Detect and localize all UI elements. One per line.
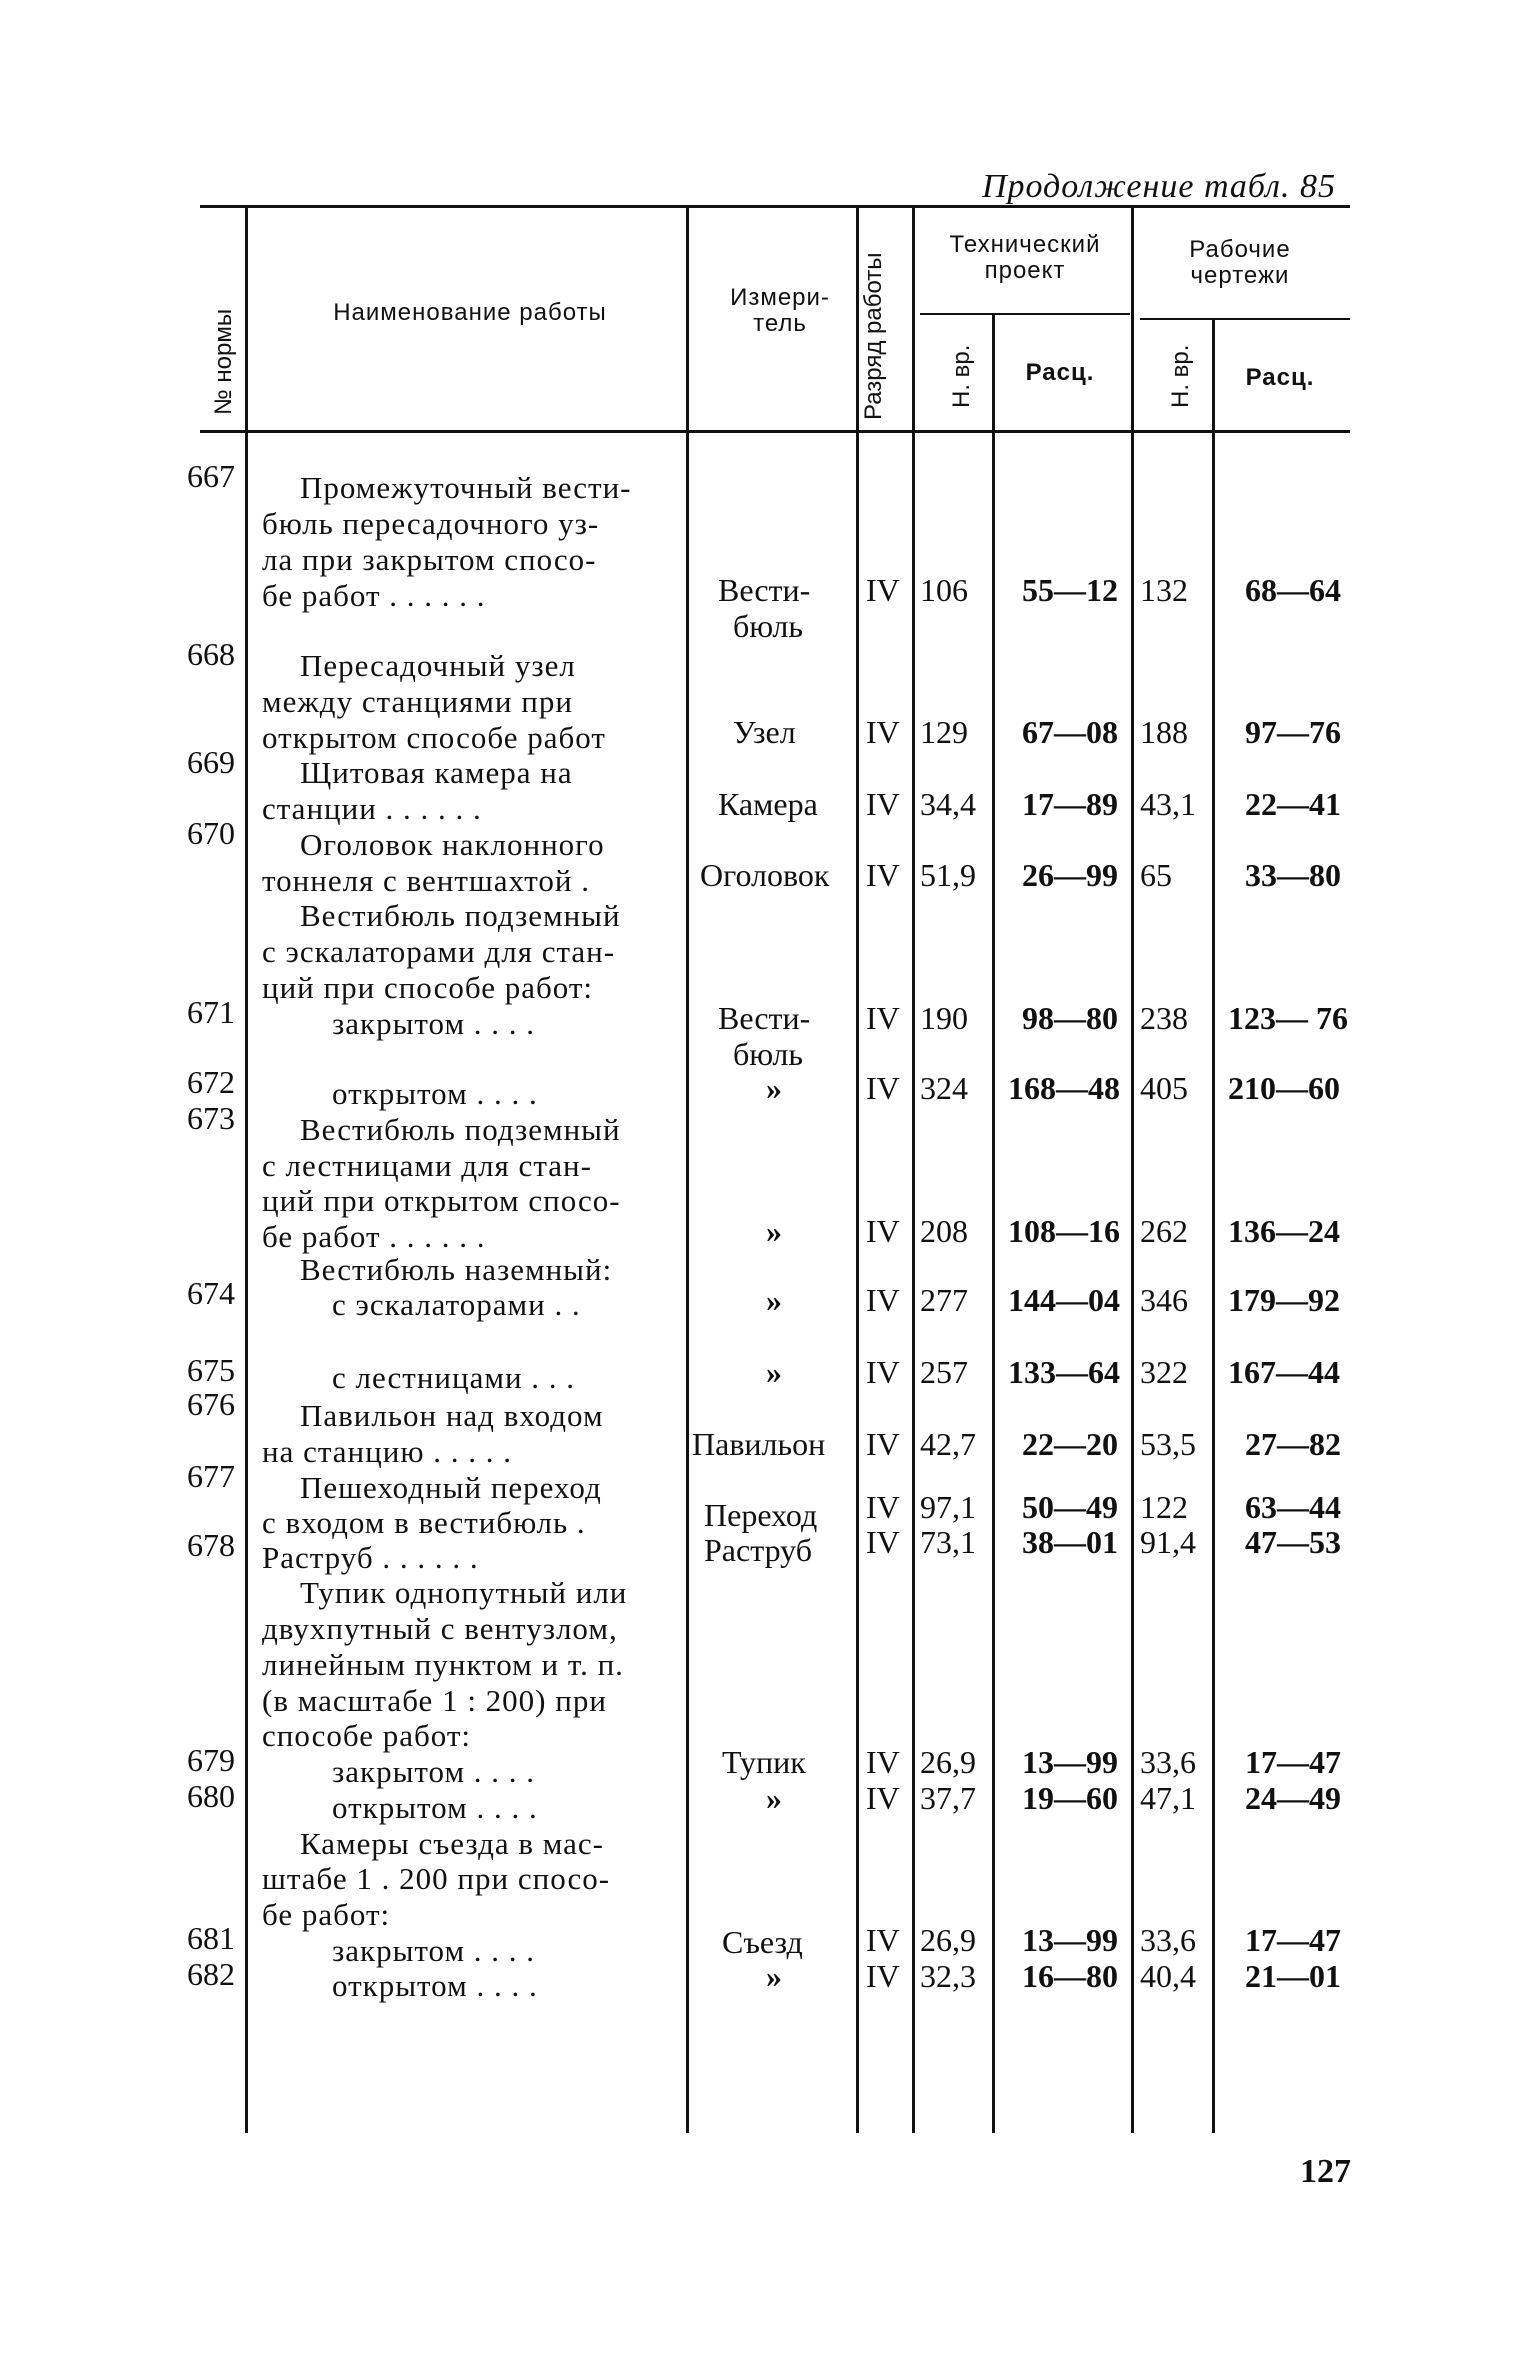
col-divider-2 bbox=[686, 208, 689, 2133]
meter-cell: Переход bbox=[704, 1497, 818, 1533]
time-norm-tech-cell: 129 bbox=[920, 714, 968, 750]
time-norm-drawings-cell: 322 bbox=[1140, 1354, 1188, 1390]
time-norm-tech-cell: 26,9 bbox=[920, 1744, 976, 1780]
rate-drawings-cell: 179—92 bbox=[1228, 1282, 1340, 1318]
rank-cell: IV bbox=[866, 1524, 900, 1560]
header-rate-2: Расц. bbox=[1245, 364, 1315, 391]
header-time-norm-2: Н. вр. bbox=[1167, 344, 1194, 408]
rank-cell: IV bbox=[866, 1070, 900, 1106]
time-norm-drawings-cell: 405 bbox=[1140, 1070, 1188, 1106]
meter-continuation: бюль bbox=[733, 1036, 803, 1072]
time-norm-drawings-cell: 33,6 bbox=[1140, 1922, 1196, 1958]
header-tech-project: Технический проект bbox=[949, 231, 1101, 284]
work-name-line: Щитовая камера на bbox=[300, 755, 573, 790]
meter-ditto-mark: » bbox=[766, 1282, 782, 1318]
rate-tech-cell: 50—49 bbox=[1022, 1489, 1118, 1525]
rate-drawings-cell: 27—82 bbox=[1245, 1426, 1341, 1462]
time-norm-tech-cell: 277 bbox=[920, 1282, 968, 1318]
work-name-line: закрытом . . . . bbox=[332, 1006, 536, 1041]
rank-cell: IV bbox=[866, 1744, 900, 1780]
norm-number: 679 bbox=[187, 1742, 235, 1778]
work-name-line: Раструб . . . . . . bbox=[262, 1540, 479, 1575]
col-divider-6 bbox=[1131, 208, 1134, 2133]
work-name-line: на станцию . . . . . bbox=[262, 1434, 512, 1469]
work-name-line: Промежуточный вести- bbox=[300, 470, 632, 505]
time-norm-drawings-cell: 91,4 bbox=[1140, 1524, 1196, 1560]
work-name-line: (в масштабе 1 : 200) при bbox=[262, 1683, 607, 1718]
work-name-line: Пешеходный переход bbox=[300, 1470, 602, 1505]
work-name-line: Вестибюль наземный: bbox=[300, 1252, 613, 1287]
work-name-line: Камеры съезда в мас- bbox=[300, 1826, 605, 1861]
norm-number: 673 bbox=[187, 1100, 235, 1136]
work-name-line: с входом в вестибюль . bbox=[262, 1505, 586, 1540]
rate-tech-cell: 38—01 bbox=[1022, 1524, 1118, 1560]
rank-cell: IV bbox=[866, 1282, 900, 1318]
work-name-line: закрытом . . . . bbox=[332, 1754, 536, 1789]
rank-cell: IV bbox=[866, 1958, 900, 1994]
time-norm-drawings-cell: 122 bbox=[1140, 1489, 1188, 1525]
header-subrule-tech bbox=[920, 313, 1130, 315]
time-norm-drawings-cell: 238 bbox=[1140, 1000, 1188, 1036]
work-name-line: Пересадочный узел bbox=[300, 648, 576, 683]
rate-tech-cell: 13—99 bbox=[1022, 1922, 1118, 1958]
time-norm-tech-cell: 37,7 bbox=[920, 1780, 976, 1816]
work-name-line: открытом . . . . bbox=[332, 1968, 538, 2003]
meter-ditto-mark: » bbox=[766, 1354, 782, 1390]
meter-cell: Раструб bbox=[704, 1532, 813, 1568]
header-rate-1: Расц. bbox=[1025, 359, 1095, 386]
meter-ditto-mark: » bbox=[766, 1780, 782, 1816]
rate-tech-cell: 98—80 bbox=[1022, 1000, 1118, 1036]
work-name-line: Тупик однопутный или bbox=[300, 1575, 628, 1610]
table-top-rule bbox=[200, 205, 1350, 208]
rate-drawings-cell: 21—01 bbox=[1245, 1958, 1341, 1994]
work-name-line: открытом . . . . bbox=[332, 1076, 538, 1111]
rate-drawings-cell: 63—44 bbox=[1245, 1489, 1341, 1525]
header-rank: Разряд работы bbox=[860, 252, 887, 420]
rate-drawings-cell: 17—47 bbox=[1245, 1744, 1341, 1780]
page-number: 127 bbox=[1300, 2153, 1351, 2190]
header-subrule-drawings bbox=[1140, 318, 1350, 320]
meter-ditto-mark: » bbox=[766, 1213, 782, 1249]
header-norm-number: № нормы bbox=[210, 308, 237, 415]
time-norm-tech-cell: 257 bbox=[920, 1354, 968, 1390]
norm-number: 672 bbox=[187, 1064, 235, 1100]
work-name-line: ций при способе работ: bbox=[262, 970, 593, 1005]
work-name-line: станции . . . . . . bbox=[262, 791, 482, 826]
work-name-line: бюль пересадочного уз- bbox=[262, 506, 600, 541]
rate-tech-cell: 144—04 bbox=[1008, 1282, 1120, 1318]
work-name-line: двухпутный с вентузлом, bbox=[262, 1611, 618, 1646]
rank-cell: IV bbox=[866, 1489, 900, 1525]
work-name-line: Вестибюль подземный bbox=[300, 1112, 621, 1147]
rate-tech-cell: 22—20 bbox=[1022, 1426, 1118, 1462]
norm-number: 671 bbox=[187, 994, 235, 1030]
rate-tech-cell: 16—80 bbox=[1022, 1958, 1118, 1994]
header-work-name: Наименование работы bbox=[333, 299, 607, 326]
time-norm-drawings-cell: 47,1 bbox=[1140, 1780, 1196, 1816]
time-norm-tech-cell: 26,9 bbox=[920, 1922, 976, 1958]
work-name-line: штабе 1 . 200 при спосо- bbox=[262, 1861, 611, 1896]
norm-number: 668 bbox=[187, 636, 235, 672]
rate-drawings-cell: 17—47 bbox=[1245, 1922, 1341, 1958]
header-bottom-rule bbox=[200, 430, 1350, 433]
rate-tech-cell: 168—48 bbox=[1008, 1070, 1120, 1106]
time-norm-drawings-cell: 65 bbox=[1140, 857, 1172, 893]
col-divider-3 bbox=[856, 208, 859, 2133]
work-name-line: с эскалаторами . . bbox=[332, 1287, 581, 1322]
time-norm-tech-cell: 106 bbox=[920, 572, 968, 608]
col-divider-7 bbox=[1212, 318, 1215, 2133]
time-norm-tech-cell: 51,9 bbox=[920, 857, 976, 893]
rank-cell: IV bbox=[866, 1000, 900, 1036]
work-name-line: ций при открытом спосо- bbox=[262, 1183, 621, 1218]
work-name-line: бе работ: bbox=[262, 1897, 391, 1932]
meter-cell: Тупик bbox=[722, 1744, 806, 1780]
norm-number: 669 bbox=[187, 744, 235, 780]
rank-cell: IV bbox=[866, 714, 900, 750]
rank-cell: IV bbox=[866, 1213, 900, 1249]
norm-number: 670 bbox=[187, 815, 235, 851]
rate-drawings-cell: 123— 76 bbox=[1228, 1000, 1348, 1036]
time-norm-tech-cell: 190 bbox=[920, 1000, 968, 1036]
meter-cell: Камера bbox=[718, 786, 818, 822]
norm-number: 675 bbox=[187, 1352, 235, 1388]
col-divider-5 bbox=[992, 313, 995, 2133]
table-caption: Продолжение табл. 85 bbox=[981, 168, 1336, 205]
work-name-line: бе работ . . . . . . bbox=[262, 1219, 486, 1254]
norm-number: 682 bbox=[187, 1956, 235, 1992]
rate-drawings-cell: 24—49 bbox=[1245, 1780, 1341, 1816]
time-norm-tech-cell: 42,7 bbox=[920, 1426, 976, 1462]
rate-drawings-cell: 136—24 bbox=[1228, 1213, 1340, 1249]
time-norm-drawings-cell: 132 bbox=[1140, 572, 1188, 608]
work-name-line: Вестибюль подземный bbox=[300, 898, 621, 933]
meter-cell: Оголовок bbox=[700, 857, 830, 893]
meter-cell: Съезд bbox=[722, 1924, 803, 1960]
rate-drawings-cell: 167—44 bbox=[1228, 1354, 1340, 1390]
rate-drawings-cell: 47—53 bbox=[1245, 1524, 1341, 1560]
rate-tech-cell: 133—64 bbox=[1008, 1354, 1120, 1390]
rank-cell: IV bbox=[866, 1354, 900, 1390]
time-norm-drawings-cell: 262 bbox=[1140, 1213, 1188, 1249]
rank-cell: IV bbox=[866, 1426, 900, 1462]
meter-ditto-mark: » bbox=[766, 1958, 782, 1994]
rate-tech-cell: 26—99 bbox=[1022, 857, 1118, 893]
meter-cell: Узел bbox=[733, 714, 796, 750]
work-name-line: бе работ . . . . . . bbox=[262, 578, 486, 613]
work-name-line: открытом способе работ bbox=[262, 720, 606, 755]
col-divider-4 bbox=[912, 208, 915, 2133]
work-name-line: Оголовок наклонного bbox=[300, 827, 605, 862]
time-norm-drawings-cell: 53,5 bbox=[1140, 1426, 1196, 1462]
header-meter: Измери-тель bbox=[730, 284, 830, 337]
rate-tech-cell: 108—16 bbox=[1008, 1213, 1120, 1249]
norm-number: 678 bbox=[187, 1527, 235, 1563]
time-norm-tech-cell: 208 bbox=[920, 1213, 968, 1249]
work-name-line: с эскалаторами для стан- bbox=[262, 934, 616, 969]
norm-number: 667 bbox=[187, 458, 235, 494]
meter-cell: Вести- bbox=[718, 572, 811, 608]
work-name-line: открытом . . . . bbox=[332, 1790, 538, 1825]
meter-continuation: бюль bbox=[733, 608, 803, 644]
rate-tech-cell: 17—89 bbox=[1022, 786, 1118, 822]
rate-drawings-cell: 97—76 bbox=[1245, 714, 1341, 750]
time-norm-tech-cell: 32,3 bbox=[920, 1958, 976, 1994]
rate-drawings-cell: 210—60 bbox=[1228, 1070, 1340, 1106]
rank-cell: IV bbox=[866, 786, 900, 822]
work-name-line: тоннеля с вентшахтой . bbox=[262, 863, 591, 898]
rank-cell: IV bbox=[866, 857, 900, 893]
work-name-line: ла при закрытом спосо- bbox=[262, 542, 597, 577]
meter-cell: Павильон bbox=[692, 1426, 826, 1462]
work-name-line: с лестницами для стан- bbox=[262, 1148, 592, 1183]
time-norm-drawings-cell: 188 bbox=[1140, 714, 1188, 750]
work-name-line: способе работ: bbox=[262, 1718, 472, 1753]
norm-number: 677 bbox=[187, 1458, 235, 1494]
time-norm-drawings-cell: 43,1 bbox=[1140, 786, 1196, 822]
work-name-line: линейным пунктом и т. п. bbox=[262, 1647, 624, 1682]
time-norm-tech-cell: 34,4 bbox=[920, 786, 976, 822]
norm-number: 681 bbox=[187, 1920, 235, 1956]
rate-tech-cell: 67—08 bbox=[1022, 714, 1118, 750]
rate-drawings-cell: 68—64 bbox=[1245, 572, 1341, 608]
work-name-line: закрытом . . . . bbox=[332, 1933, 536, 1968]
time-norm-tech-cell: 73,1 bbox=[920, 1524, 976, 1560]
time-norm-drawings-cell: 40,4 bbox=[1140, 1958, 1196, 1994]
time-norm-tech-cell: 97,1 bbox=[920, 1489, 976, 1525]
rank-cell: IV bbox=[866, 1922, 900, 1958]
time-norm-drawings-cell: 346 bbox=[1140, 1282, 1188, 1318]
header-time-norm-1: Н. вр. bbox=[948, 344, 975, 408]
rate-drawings-cell: 33—80 bbox=[1245, 857, 1341, 893]
time-norm-tech-cell: 324 bbox=[920, 1070, 968, 1106]
rate-tech-cell: 19—60 bbox=[1022, 1780, 1118, 1816]
col-divider-1 bbox=[245, 208, 248, 2133]
work-name-line: с лестницами . . . bbox=[332, 1360, 576, 1395]
rate-tech-cell: 55—12 bbox=[1022, 572, 1118, 608]
meter-cell: Вести- bbox=[718, 1000, 811, 1036]
header-work-drawings: Рабочие чертежи bbox=[1189, 236, 1291, 289]
rank-cell: IV bbox=[866, 1780, 900, 1816]
rate-tech-cell: 13—99 bbox=[1022, 1744, 1118, 1780]
rank-cell: IV bbox=[866, 572, 900, 608]
work-name-line: между станциями при bbox=[262, 684, 573, 719]
work-name-line: Павильон над входом bbox=[300, 1398, 604, 1433]
meter-ditto-mark: » bbox=[766, 1070, 782, 1106]
rate-drawings-cell: 22—41 bbox=[1245, 786, 1341, 822]
norm-number: 680 bbox=[187, 1778, 235, 1814]
norm-number: 674 bbox=[187, 1275, 235, 1311]
time-norm-drawings-cell: 33,6 bbox=[1140, 1744, 1196, 1780]
norm-number: 676 bbox=[187, 1386, 235, 1422]
